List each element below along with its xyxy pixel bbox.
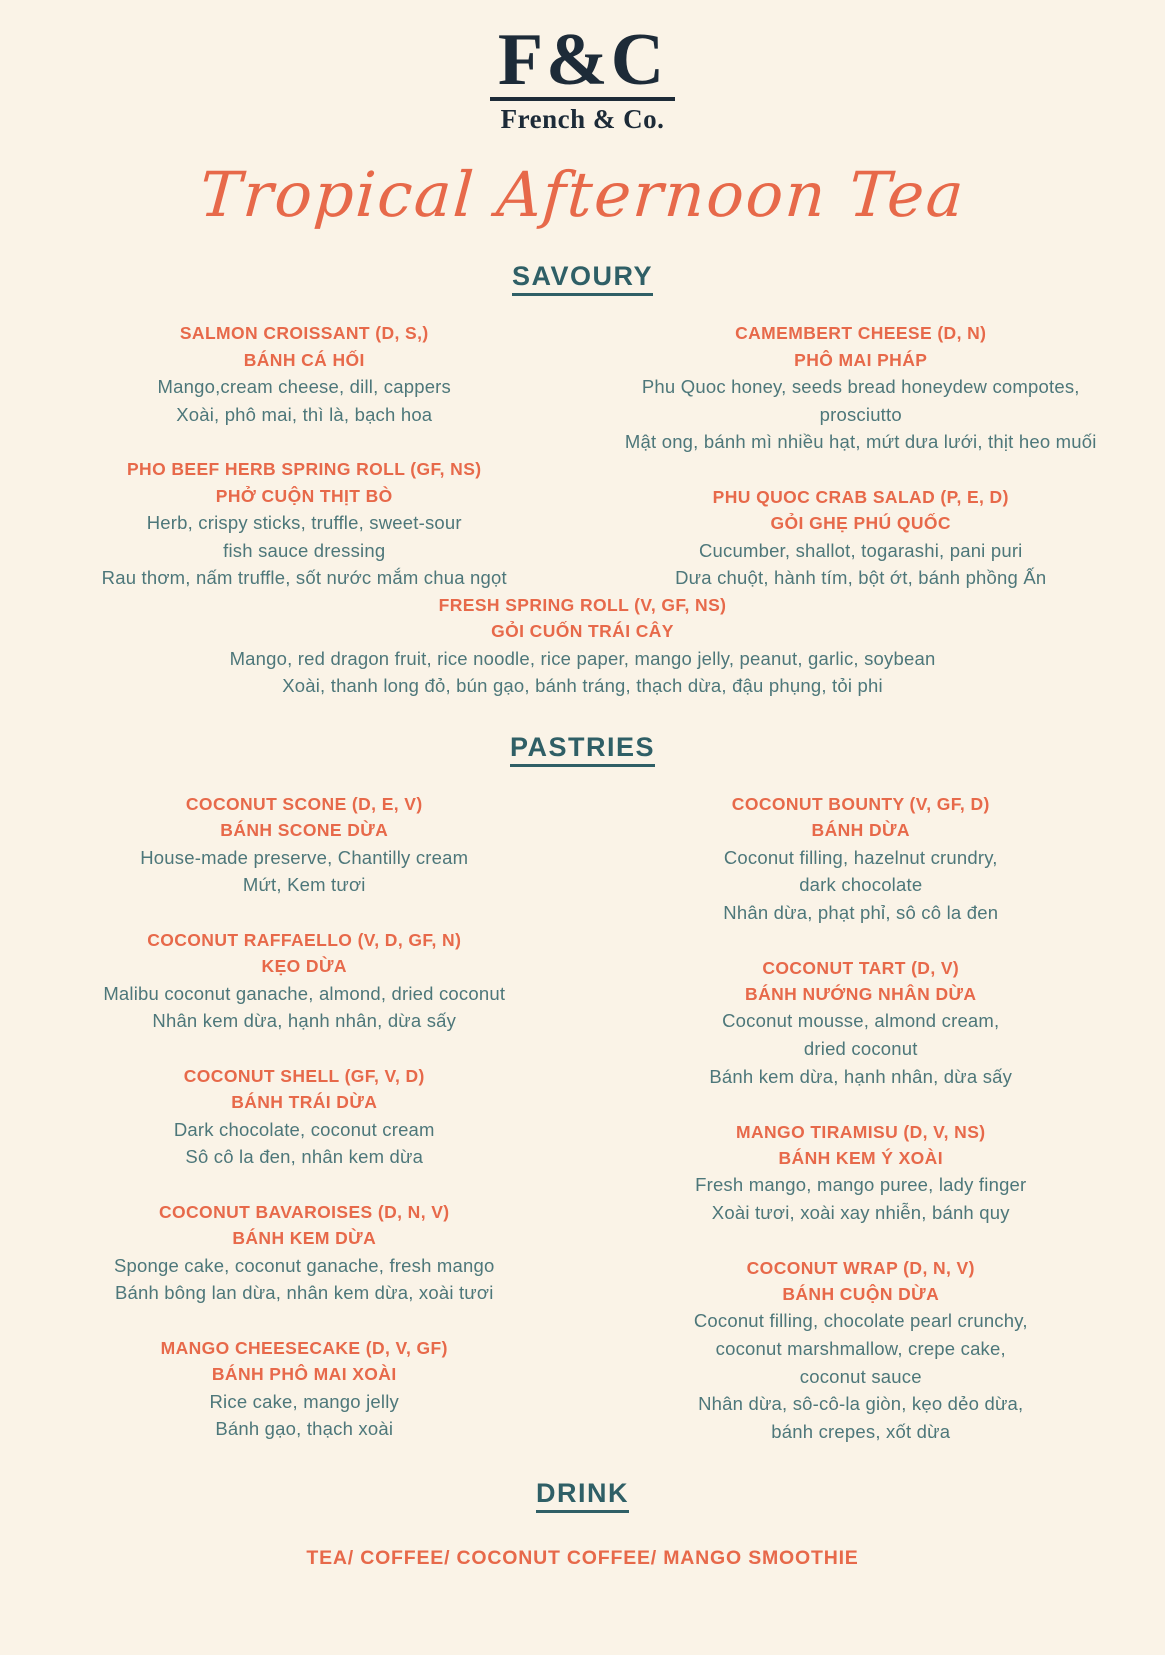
menu-item-mango-cheesecake	[30, 1335, 579, 1443]
pastries-columns	[30, 791, 1135, 1446]
item-description	[587, 1007, 1136, 1090]
item-name-en: COCONUT WRAP (D, N, V)	[746, 1257, 975, 1278]
item-desc-line: Mứt, Kem tươi	[242, 874, 366, 896]
menu-item-camembert-cheese	[587, 320, 1136, 456]
menu-item-mango-tiramisu	[587, 1119, 1136, 1227]
item-desc-line: prosciutto	[819, 403, 902, 425]
item-desc-line: fish sauce dressing	[223, 539, 386, 561]
item-desc-line: Dưa chuột, hành tím, bột ớt, bánh phồng Ấn	[675, 567, 1047, 589]
item-name-en: CAMEMBERT CHEESE (D, N)	[735, 323, 987, 344]
menu-item-coconut-wrap	[587, 1255, 1136, 1446]
pastries-left-column	[30, 791, 579, 1446]
brand-logo	[30, 19, 1135, 135]
drink-options: TEA/ COFFEE/ COCONUT COFFEE/ MANGO SMOOTHIE	[306, 1546, 859, 1569]
item-name-vi: BÁNH PHÔ MAI XOÀI	[211, 1364, 397, 1385]
savoury-left-column	[30, 320, 579, 592]
item-description	[587, 373, 1136, 456]
menu-item-coconut-shell	[30, 1063, 579, 1171]
menu-item-coconut-bavaroises	[30, 1199, 579, 1307]
item-desc-line: Coconut filling, hazelnut crundry,	[723, 846, 998, 868]
menu-item-salmon-croissant	[30, 320, 579, 428]
section-heading-savoury	[30, 261, 1135, 292]
item-name-vi: GỎI GHẸ PHÚ QUỐC	[770, 513, 951, 534]
item-desc-line: Nhân dừa, sô-cô-la giòn, kẹo dẻo dừa,	[698, 1393, 1024, 1415]
item-description	[30, 980, 579, 1036]
item-desc-line: Fresh mango, mango puree, lady finger	[695, 1174, 1027, 1196]
item-desc-line: Mango, red dragon fruit, rice noodle, rice paper, mango jelly, peanut, garlic, soybean	[229, 647, 936, 669]
item-desc-line: House-made preserve, Chantilly cream	[140, 846, 469, 868]
section-heading-drink	[30, 1478, 1135, 1509]
item-description	[30, 1388, 579, 1444]
item-description	[30, 844, 579, 900]
item-desc-line: Mật ong, bánh mì nhiều hạt, mứt dưa lưới, thịt heo muối	[624, 431, 1097, 453]
item-desc-line: Nhân dừa, phạt phỉ, sô cô la đen	[723, 902, 999, 924]
item-name-en: COCONUT BAVAROISES (D, N, V)	[158, 1202, 450, 1223]
item-desc-line: Xoài, thanh long đỏ, bún gạo, bánh tráng, thạch dừa, đậu phụng, tỏi phi	[282, 675, 883, 697]
savoury-columns	[30, 320, 1135, 592]
item-desc-line: bánh crepes, xốt dừa	[771, 1421, 951, 1443]
item-name-vi: BÁNH KEM Ý XOÀI	[778, 1147, 943, 1168]
item-desc-line: Xoài, phô mai, thì là, bạch hoa	[176, 403, 433, 425]
item-description	[30, 1252, 579, 1308]
item-name-en: SALMON CROISSANT (D, S,)	[179, 323, 429, 344]
item-name-vi: BÁNH DỪA	[811, 820, 910, 841]
item-description	[30, 1116, 579, 1172]
item-name-en: COCONUT BOUNTY (V, GF, D)	[731, 794, 990, 815]
savoury-right-column	[587, 320, 1136, 592]
item-name-en: COCONUT RAFFAELLO (V, D, GF, N)	[147, 930, 462, 951]
item-desc-line: Bánh kem dừa, hạnh nhân, dừa sấy	[709, 1065, 1013, 1087]
pastries-right-column	[587, 791, 1136, 1446]
item-desc-line: Xoài tươi, xoài xay nhiễn, bánh quy	[711, 1201, 1010, 1223]
section-heading-pastries	[30, 732, 1135, 763]
item-desc-line: Rau thơm, nấm truffle, sốt nước mắm chua ngọt	[101, 567, 507, 589]
menu-title: Tropical Afternoon Tea	[197, 158, 968, 232]
item-name-vi: KẸO DỪA	[261, 956, 347, 977]
item-desc-line: Bánh bông lan dừa, nhân kem dừa, xoài tươi	[114, 1282, 494, 1304]
menu-item-coconut-raffaello	[30, 927, 579, 1035]
item-name-en: COCONUT SHELL (GF, V, D)	[183, 1066, 425, 1087]
item-desc-line: Phu Quoc honey, seeds bread honeydew compotes,	[641, 375, 1080, 397]
item-desc-line: Nhân kem dừa, hạnh nhân, dừa sấy	[152, 1010, 457, 1032]
item-desc-line: Malibu coconut ganache, almond, dried coconut	[103, 982, 506, 1004]
menu-item-coconut-bounty	[587, 791, 1136, 927]
item-desc-line: Rice cake, mango jelly	[209, 1390, 399, 1412]
menu-item-coconut-scone	[30, 791, 579, 899]
item-desc-line: dark chocolate	[799, 874, 923, 896]
item-desc-line: Herb, crispy sticks, truffle, sweet-sour	[146, 511, 462, 533]
item-name-en: COCONUT SCONE (D, E, V)	[185, 794, 423, 815]
item-name-vi: BÁNH CÁ HỐI	[243, 349, 365, 370]
item-description	[587, 844, 1136, 927]
section-heading-savoury-text: SAVOURY	[512, 261, 653, 296]
section-heading-drink-text: DRINK	[536, 1478, 629, 1513]
brand-monogram: F&C	[490, 26, 675, 101]
item-name-vi: GỎI CUỐN TRÁI CÂY	[491, 621, 674, 642]
item-name-en: PHO BEEF HERB SPRING ROLL (GF, NS)	[126, 459, 482, 480]
item-description	[587, 1307, 1136, 1446]
item-desc-line: Bánh gạo, thạch xoài	[215, 1418, 394, 1440]
item-name-vi: BÁNH KEM DỪA	[232, 1228, 377, 1249]
item-name-vi: BÁNH CUỘN DỪA	[782, 1283, 940, 1304]
menu-item-fresh-spring-roll	[30, 592, 1135, 700]
item-name-vi: BÁNH NƯỚNG NHÂN DỪA	[745, 984, 977, 1005]
item-desc-line: Coconut mousse, almond cream,	[722, 1010, 1000, 1032]
item-name-en: COCONUT TART (D, V)	[762, 957, 960, 978]
menu-item-pho-beef-spring-roll	[30, 456, 579, 592]
item-description	[30, 645, 1135, 701]
item-desc-line: coconut sauce	[799, 1365, 922, 1387]
item-name-vi: BÁNH SCONE DỪA	[220, 820, 389, 841]
menu-item-phu-quoc-crab-salad	[587, 484, 1136, 592]
item-name-en: FRESH SPRING ROLL (V, GF, NS)	[438, 595, 727, 616]
item-desc-line: Sô cô la đen, nhân kem dừa	[185, 1146, 424, 1168]
item-desc-line: Cucumber, shallot, togarashi, pani puri	[698, 539, 1023, 561]
section-heading-pastries-text: PASTRIES	[510, 732, 655, 767]
menu-item-coconut-tart	[587, 955, 1136, 1091]
item-desc-line: Coconut filling, chocolate pearl crunchy,	[693, 1310, 1028, 1332]
item-name-vi: BÁNH TRÁI DỪA	[231, 1092, 378, 1113]
item-name-vi: PHỞ CUỘN THỊT BÒ	[215, 485, 393, 506]
item-desc-line: dried coconut	[803, 1038, 918, 1060]
item-description	[30, 509, 579, 592]
item-description	[587, 537, 1136, 593]
item-description	[587, 1171, 1136, 1227]
item-name-en: PHU QUOC CRAB SALAD (P, E, D)	[712, 487, 1009, 508]
brand-name: French & Co.	[500, 104, 665, 135]
item-name-vi: PHÔ MAI PHÁP	[794, 349, 928, 370]
item-desc-line: coconut marshmallow, crepe cake,	[715, 1337, 1006, 1359]
item-name-en: MANGO CHEESECAKE (D, V, GF)	[160, 1338, 448, 1359]
item-description	[30, 373, 579, 429]
item-name-en: MANGO TIRAMISU (D, V, NS)	[736, 1121, 986, 1142]
item-desc-line: Mango,cream cheese, dill, cappers	[157, 375, 451, 397]
item-desc-line: Sponge cake, coconut ganache, fresh mango	[113, 1254, 495, 1276]
item-desc-line: Dark chocolate, coconut cream	[173, 1118, 435, 1140]
